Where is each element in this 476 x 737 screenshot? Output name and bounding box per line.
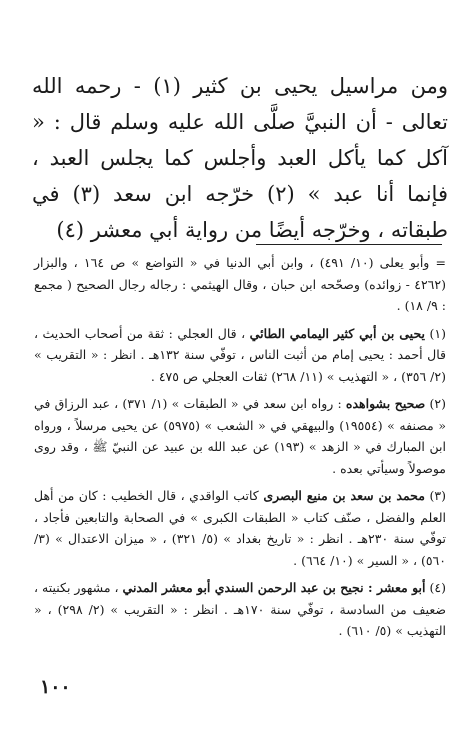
- footnotes-block: [34, 252, 446, 642]
- footnote-1: [34, 323, 446, 388]
- footnote-number: (٤): [429, 580, 446, 595]
- footnote-text: ، مشهور بكنيته ، ضعيف من السادسة ، توفّي سنة ١٧٠هـ . انظر : « التقريب » (٢/ ٢٩٨) ، « التهذيب » (٥/ ٦١٠) .: [34, 580, 446, 638]
- footnote-number: (٣): [429, 488, 446, 503]
- footnote-2: [34, 393, 446, 479]
- footnote-separator: [256, 244, 442, 245]
- main-paragraph: ومن مراسيل يحيى بن كثير (١) - رحمه الله تعالى - أن النبيَّ صلَّى الله عليه وسلم قال : « آكل كما يأكل العبد وأجلس كما يجلس العبد ، فإنما أنا عبد » (٢) خرّجه ابن سعد (٣) في طبقاته ، وخرّجه أيضًا من رواية أبي معشر (٤): [32, 74, 449, 242]
- page-number: ١٠٠: [40, 676, 71, 698]
- footnote-name: محمد بن سعد بن منيع البصرى: [263, 488, 425, 503]
- main-text-block: [32, 68, 448, 248]
- footnote-4: [34, 577, 446, 642]
- footnote-text: كاتب الواقدي ، قال الخطيب : كان من أهل العلم والفضل ، صنّف كتاب « الطبقات الكبرى » في الصحابة والتابعين فأجاد ، توفّي سنة ٢٣٠هـ . انظر : « تاريخ بغداد » (٥/ ٣٢١) ، « ميزان الاعتدال » (٣/ ٥٦٠) ، « السير » (١٠/ ٦٦٤) .: [34, 488, 447, 568]
- footnote-continuation: = وأبو يعلى (١٠/ ٤٩١) ، وابن أبي الدنيا في « التواضع » ص ١٦٤ ، والبزار (٤٢٦٢ - زوائده) وصحّحه ابن حبان ، وقال الهيثمي : رجاله رجال الصحيح ( مجمع : ٩/ ١٨) .: [34, 255, 446, 313]
- footnote-name: أبو معشر : نجيح بن عبد الرحمن السندي أبو معشر المدني: [122, 580, 426, 595]
- footnote-name: يحيى بن أبي كثير اليمامي الطائي: [249, 325, 425, 341]
- footnote-text: ، قال العجلي : ثقة من أصحاب الحديث ، قال أحمد : يحيى إمام من أثبت الناس ، توفّي سنة ١٣٢هـ . انظر : « التقريب » (٢/ ٣٥٦) ، « التهذيب » (١١/ ٢٦٨) ثقات العجلي ص ٤٧٥ .: [34, 325, 446, 384]
- footnote-name: صحيح بشواهده: [345, 396, 426, 411]
- footnote-number: (٢): [429, 396, 446, 411]
- footnote-number: (١): [429, 325, 446, 341]
- footnote-text: : رواه ابن سعد في « الطبقات » (١/ ٣٧١) ، عبد الرزاق في « مصنفه » (١٩٥٥٤) والبيهقي في « الشعب » (٥٩٧٥) عن يحيى مرسلاً ، ورواه ابن المبارك في « الزهد » (١٩٣) عن عبد الله بن عبيد عن النبيّ ﷺ ، وقد روى موصولاً وسيأتي بعده .: [34, 396, 446, 476]
- footnote-3: [34, 485, 446, 571]
